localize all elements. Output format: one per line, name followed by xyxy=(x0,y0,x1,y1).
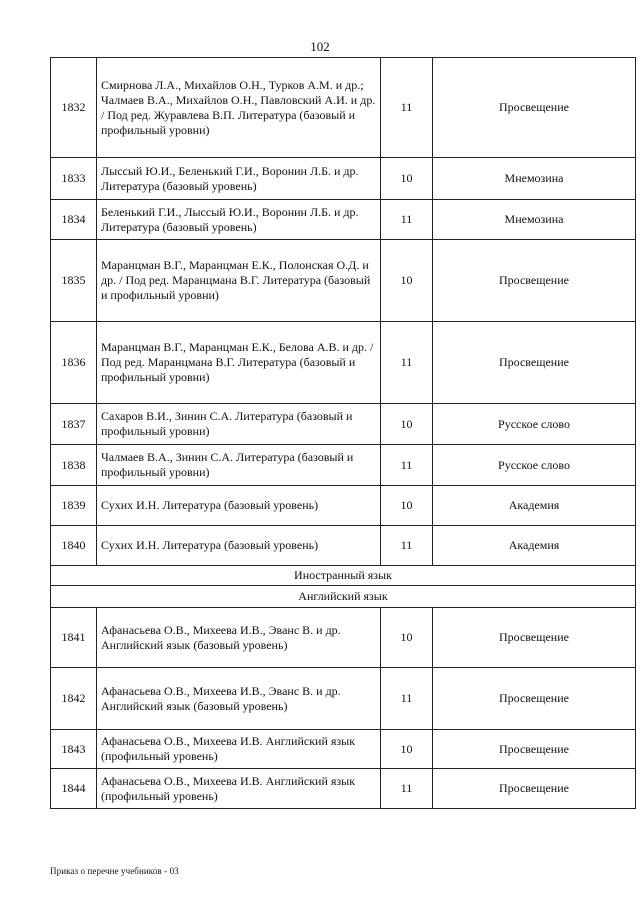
textbook-table xyxy=(50,57,636,809)
authors-title: Афанасьева О.В., Михеева И.В., Эванс В. и др. Английский язык (базовый уровень) xyxy=(97,608,381,668)
row-number: 1837 xyxy=(51,404,97,445)
page-number: 102 xyxy=(310,39,330,54)
row-number: 1841 xyxy=(51,608,97,668)
publisher: Просвещение xyxy=(433,58,636,158)
publisher: Мнемозина xyxy=(433,158,636,200)
grade: 11 xyxy=(381,200,433,240)
authors-title: Сахаров В.И., Зинин С.А. Литература (базовый и профильный уровни) xyxy=(97,404,381,445)
grade: 11 xyxy=(381,58,433,158)
publisher: Просвещение xyxy=(433,769,636,809)
table-row xyxy=(51,668,636,730)
table-row xyxy=(51,322,636,404)
authors-title: Беленький Г.И., Лыссый Ю.И., Воронин Л.Б. и др. Литература (базовый уровень) xyxy=(97,200,381,240)
authors-title: Смирнова Л.А., Михайлов О.Н., Турков А.М. и др.; Чалмаев В.А., Михайлов О.Н., Павловский А.И. и др. / Под ред. Журавлева В.П. Литература (базовый и профильный уровни) xyxy=(97,58,381,158)
table-row xyxy=(51,445,636,486)
row-number: 1840 xyxy=(51,526,97,566)
table-row xyxy=(51,200,636,240)
table-row xyxy=(51,240,636,322)
grade: 10 xyxy=(381,404,433,445)
grade: 10 xyxy=(381,730,433,769)
subsection-row xyxy=(51,586,636,608)
authors-title: Чалмаев В.А., Зинин С.А. Литература (базовый и профильный уровни) xyxy=(97,445,381,486)
row-number: 1838 xyxy=(51,445,97,486)
publisher: Русское слово xyxy=(433,445,636,486)
row-number: 1839 xyxy=(51,486,97,526)
row-number: 1836 xyxy=(51,322,97,404)
publisher: Мнемозина xyxy=(433,200,636,240)
subsection-heading: Английский язык xyxy=(51,586,636,608)
table-row xyxy=(51,769,636,809)
row-number: 1843 xyxy=(51,730,97,769)
authors-title: Лыссый Ю.И., Беленький Г.И., Воронин Л.Б. и др. Литература (базовый уровень) xyxy=(97,158,381,200)
publisher: Просвещение xyxy=(433,322,636,404)
table-row xyxy=(51,486,636,526)
publisher: Просвещение xyxy=(433,668,636,730)
publisher: Просвещение xyxy=(433,730,636,769)
row-number: 1844 xyxy=(51,769,97,809)
authors-title: Маранцман В.Г., Маранцман Е.К., Белова А.В. и др. / Под ред. Маранцмана В.Г. Литература (базовый и профильный уровни) xyxy=(97,322,381,404)
table-row xyxy=(51,608,636,668)
authors-title: Сухих И.Н. Литература (базовый уровень) xyxy=(97,486,381,526)
row-number: 1834 xyxy=(51,200,97,240)
row-number: 1835 xyxy=(51,240,97,322)
authors-title: Афанасьева О.В., Михеева И.В., Эванс В. и др. Английский язык (базовый уровень) xyxy=(97,668,381,730)
section-row xyxy=(51,566,636,586)
grade: 11 xyxy=(381,322,433,404)
grade: 10 xyxy=(381,158,433,200)
publisher: Русское слово xyxy=(433,404,636,445)
grade: 10 xyxy=(381,486,433,526)
grade: 10 xyxy=(381,608,433,668)
grade: 11 xyxy=(381,769,433,809)
authors-title: Сухих И.Н. Литература (базовый уровень) xyxy=(97,526,381,566)
footer-note: Приказ о перечне учебников - 03 xyxy=(50,866,179,876)
grade: 11 xyxy=(381,526,433,566)
table-row xyxy=(51,730,636,769)
publisher: Просвещение xyxy=(433,240,636,322)
table-row xyxy=(51,158,636,200)
authors-title: Маранцман В.Г., Маранцман Е.К., Полонская О.Д. и др. / Под ред. Маранцмана В.Г. Литература (базовый и профильный уровни) xyxy=(97,240,381,322)
authors-title: Афанасьева О.В., Михеева И.В. Английский язык (профильный уровень) xyxy=(97,769,381,809)
table-row xyxy=(51,58,636,158)
row-number: 1832 xyxy=(51,58,97,158)
grade: 11 xyxy=(381,668,433,730)
grade: 11 xyxy=(381,445,433,486)
table-row xyxy=(51,526,636,566)
section-heading: Иностранный язык xyxy=(51,566,636,586)
row-number: 1842 xyxy=(51,668,97,730)
publisher: Просвещение xyxy=(433,608,636,668)
grade: 10 xyxy=(381,240,433,322)
authors-title: Афанасьева О.В., Михеева И.В. Английский язык (профильный уровень) xyxy=(97,730,381,769)
table-row xyxy=(51,404,636,445)
publisher: Академия xyxy=(433,486,636,526)
publisher: Академия xyxy=(433,526,636,566)
row-number: 1833 xyxy=(51,158,97,200)
